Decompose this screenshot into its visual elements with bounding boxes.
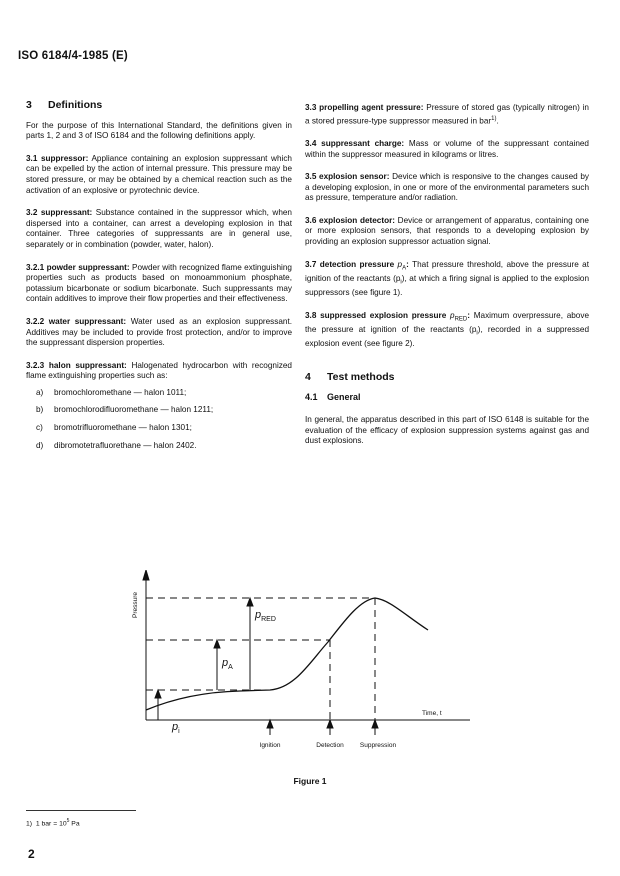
section-4-heading: 4 Test methods [305, 370, 395, 383]
list-item: d) dibromotetrafluorethane — halon 2402. [36, 440, 197, 450]
figure-1-diagram [110, 570, 530, 770]
detection-arrowhead [327, 720, 333, 728]
document-id: ISO 6184/4-1985 (E) [18, 50, 128, 62]
definition-3-2: 3.2 suppressant: Substance contained in the suppressor which, when dispersed into a container, can arrest a developing explosion in that container. Three categories of suppressants are in general use, separately or in combination (powder, water, halon). [26, 208, 292, 249]
ignition-arrowhead [267, 720, 273, 728]
halon-list [26, 388, 292, 451]
p-i-arrowhead [155, 690, 161, 698]
definition-3-5: 3.5 explosion sensor: Device which is responsive to the changes caused by a developing explosion, in one or more of the environmental parameters such as pressure, temperature and/or radiation. [305, 172, 589, 203]
ignition-label: Ignition [259, 742, 281, 749]
y-axis-label: Pressure [132, 591, 139, 618]
list-item: a) bromochloromethane — halon 1011; [36, 387, 187, 397]
definition-3-2-1: 3.2.1 powder suppressant: Powder with recognized flame extinguishing properties such as products based on monoammonium phosphate, potassium bicarbonate or sodium bicarbonate. Such suppressants may contain additives to improve their flow properties and their effectiveness. [26, 262, 292, 304]
footnote-rule [26, 810, 136, 811]
p-i-label: $p_i$ [172, 721, 180, 735]
list-item: c) bromotrifluoromethane — halon 1301; [36, 423, 192, 433]
section-4-1-heading: 4.1 General [305, 392, 361, 403]
definition-3-1: 3.1 suppressor: Appliance containing an explosion suppressant which can be expelled by the action of internal pressure. This pressure may be stored pressure, or may be obtained by a chemical reaction such as the activation of an explosive or pyrotechnic device. [26, 153, 292, 195]
figure-caption: Figure 1 [293, 776, 327, 786]
definition-3-4: 3.4 suppressant charge: Mass or volume of the suppressant contained within the suppressor measured in kilograms or litres. [305, 138, 589, 159]
p-red-arrowhead [247, 598, 253, 606]
right-column [305, 103, 589, 459]
definitions-intro: For the purpose of this International Standard, the definitions given in parts 1, 2 and 3 of ISO 6184 and the following definitions apply. [26, 120, 292, 141]
y-axis-arrow [143, 570, 149, 580]
list-item: b) bromochlorodifluoromethane — halon 1211; [36, 405, 214, 415]
definition-3-6: 3.6 explosion detector: Device or arrangement of apparatus, containing one or more explosion sensors, that responds to a developing explosion by providing an explosion suppressor actuation signal. [305, 215, 589, 247]
footnote-ref: 1) [491, 115, 497, 122]
p-a-label: $p_A$ [222, 657, 233, 671]
left-column [26, 100, 292, 458]
p-red-label: $p_{RED}$ [255, 609, 276, 623]
section-3-heading: 3 Definitions [26, 99, 103, 111]
page-number: 2 [28, 847, 35, 861]
definition-3-3: 3.3 propelling agent pressure: Pressure of stored gas (typically nitrogen) in a stored pressure-type suppressor measured in bar$^{1)}$. [305, 103, 589, 126]
suppression-arrowhead [372, 720, 378, 728]
definition-3-2-3: 3.2.3 halon suppressant: Halogenated hydrocarbon with recognized flame extinguishing properties such as: [26, 360, 292, 381]
footnote: 1) 1 bar = $10^5$ Pa [26, 818, 80, 828]
x-axis-label: Time, t [422, 710, 442, 717]
detection-label: Detection [316, 742, 344, 749]
definition-3-7: 3.7 detection pressure $p_A$: That pressure threshold, above the pressure at ignition of the reactants $(p_i)$, at which a firing signal is applied to the explosion suppressors (see figure 1). [305, 259, 590, 298]
general-text: In general, the apparatus described in this part of ISO 6148 is suitable for the evaluation of the efficacy of explosion suppression systems against gas and dust explosions. [305, 414, 589, 446]
pressure-curve [146, 598, 428, 710]
definition-3-2-2: 3.2.2 water suppressant: Water used as an explosion suppressant. Additives may be included to provide frost protection, and/or to improve the suppressant dispersion properties. [26, 316, 292, 348]
suppression-label: Suppression [359, 742, 397, 749]
p-a-arrowhead [214, 640, 220, 648]
definition-3-8: 3.8 suppressed explosion pressure $p_{RED}$: Maximum overpressure, above the pressure at ignition of the reactants $(p_i)$, recorded in a suppressed explosion event (see figure 2). [305, 310, 590, 349]
